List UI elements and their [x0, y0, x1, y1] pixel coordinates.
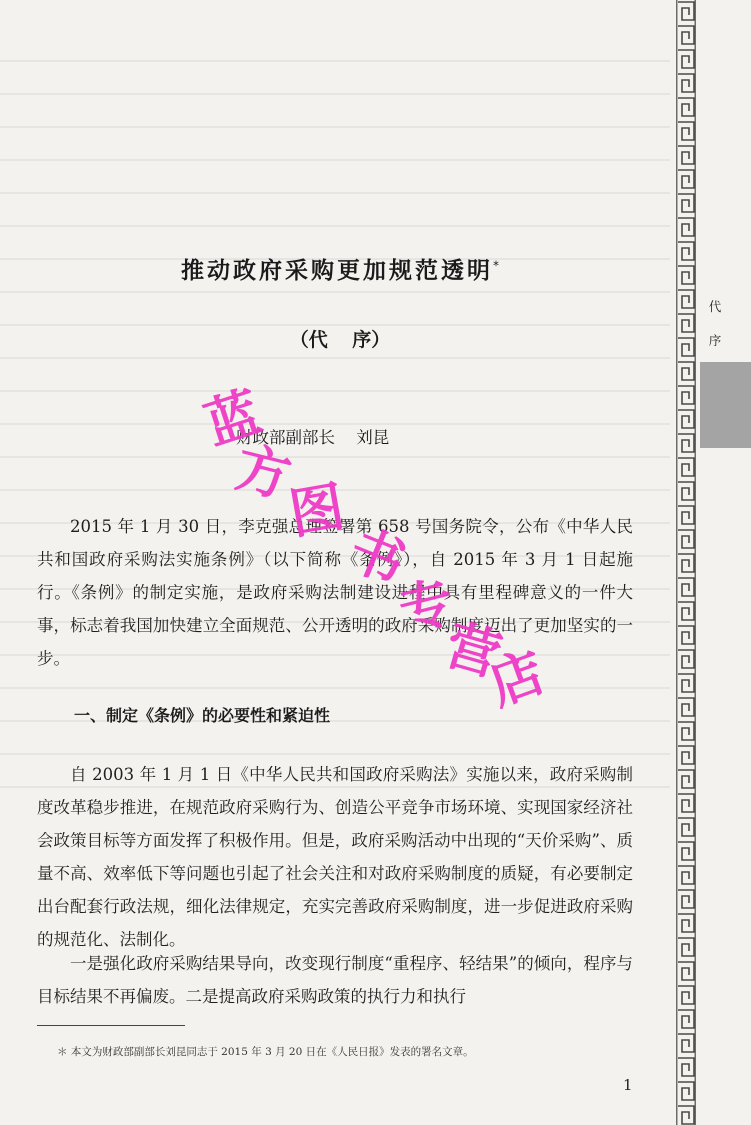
- greek-key-border: [676, 0, 696, 1125]
- watermark-char: 店: [480, 639, 553, 718]
- title-text: 推动政府采购更加规范透明: [181, 258, 493, 284]
- section-paragraph-continued: 一是强化政府采购结果导向，改变现行制度“重程序、轻结果”的倾向，程序与目标结果不再偏废。二是提高政府采购政策的执行力和执行: [37, 954, 633, 1006]
- section-paragraph: 自 2003 年 1 月 1 日《中华人民共和国政府采购法》实施以来，政府采购制度改革稳步推进，在规范政府采购行为、创造公平竞争市场环境、实现国家经济社会政策目标等方面发挥了积极作用。但是，政府采购活动中出现的“天价采购”、质量不高、效率低下等问题也引起了社会关注和对政府采购制度的质疑，有必要制定出台配套行政法规，细化法律规定，充实完善政府采购制度，进一步促进政府采购的规范化、法制化。: [37, 765, 633, 949]
- watermark-char: 蓝: [197, 380, 269, 457]
- author-byline: 财政部副部长 刘昆: [236, 428, 390, 447]
- side-tab-band: [700, 362, 751, 448]
- watermark-char: 营: [438, 612, 508, 689]
- watermark-char: 书: [340, 517, 415, 596]
- article-subtitle: （代 序）: [289, 329, 391, 351]
- side-tab-char: 代: [708, 299, 722, 314]
- intro-paragraph: 2015 年 1 月 30 日，李克强总理签署第 658 号国务院令，公布《中华人民共和国政府采购法实施条例》（以下简称《条例》），自 2015 年 3 月 1 日起施行。《条例》的制定实施，是政府采购法制建设进程中具有里程碑意义的一件大事，标志着我国加快建立全面规范、公开透明的政府采购制度迈出了更加坚实的一步。: [37, 517, 633, 668]
- watermark-char: 方: [229, 435, 297, 510]
- article-title: [0, 252, 680, 285]
- footnote-divider: [37, 1025, 185, 1026]
- watermark-char: 图: [284, 474, 349, 547]
- side-tab-char: 序: [708, 333, 722, 348]
- page-number: 1: [623, 1076, 633, 1094]
- title-footnote-mark: *: [493, 258, 499, 273]
- side-tab-label: [705, 290, 725, 358]
- watermark-char: 专: [393, 569, 461, 644]
- section-heading: 一、制定《条例》的必要性和紧迫性: [74, 706, 331, 725]
- footnote: ＊ 本文为财政部副部长刘昆同志于 2015 年 3 月 20 日在《人民日报》发表的署名文章。: [57, 1046, 474, 1058]
